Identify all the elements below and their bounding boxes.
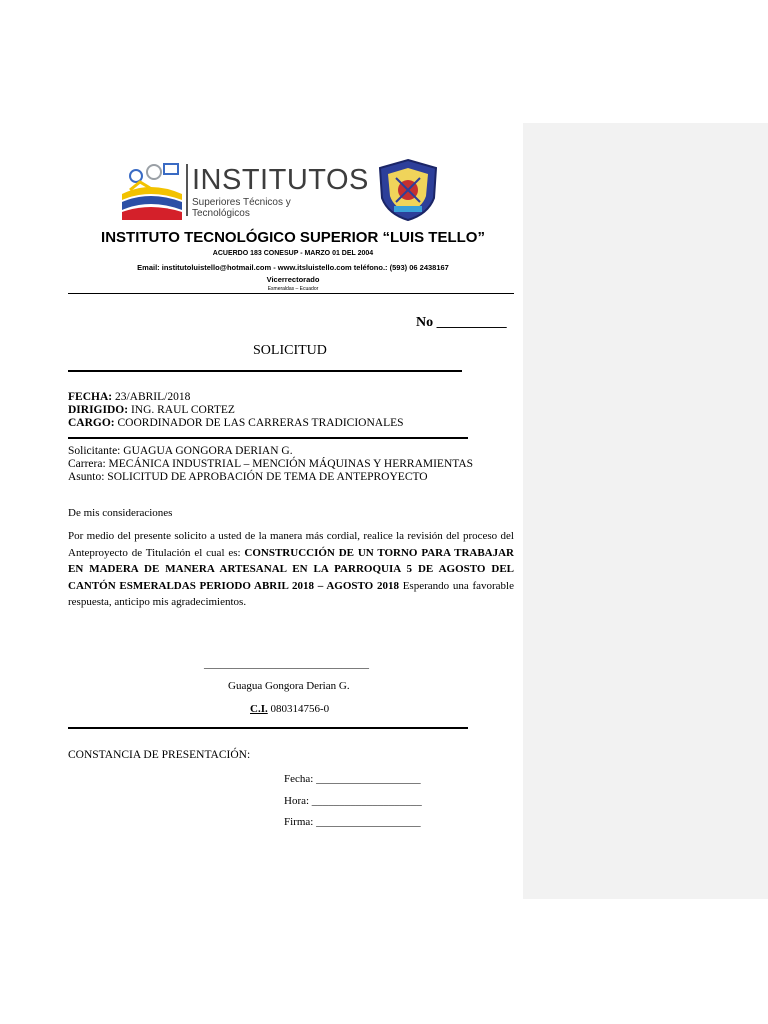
title-divider bbox=[68, 370, 462, 372]
institutos-logo bbox=[120, 160, 369, 220]
ci-value: 080314756-0 bbox=[267, 703, 330, 715]
signature-line: ______________________________ bbox=[204, 658, 369, 670]
dirigido-label: DIRIGIDO: bbox=[68, 404, 129, 416]
signer-name: Guagua Gongora Derian G. bbox=[228, 680, 350, 692]
city-line: Esmeraldas – Ecuador bbox=[267, 286, 319, 292]
header-divider bbox=[68, 293, 514, 294]
document-number: No __________ bbox=[416, 315, 507, 330]
contact-line: Email: institutoluistello@hotmail.com - www.itsluistello.com teléfono.: (593) 06 2438167 bbox=[137, 263, 449, 272]
office-line: Vicerrectorado bbox=[266, 275, 320, 284]
asunto-row bbox=[68, 471, 428, 484]
signature-divider bbox=[68, 727, 468, 729]
logo-wordmark: INSTITUTOS bbox=[192, 164, 369, 196]
fecha-row bbox=[68, 391, 190, 404]
document-title: SOLICITUD bbox=[253, 343, 327, 358]
ci-label: C.I. bbox=[250, 703, 268, 715]
greeting: De mis consideraciones bbox=[68, 507, 173, 519]
dirigido-row bbox=[68, 404, 235, 417]
constancia-title: CONSTANCIA DE PRESENTACIÓN: bbox=[68, 749, 251, 761]
fecha-label: FECHA: bbox=[68, 391, 113, 403]
solicitante-value: GUAGUA GONGORA DERIAN G. bbox=[120, 445, 293, 457]
fecha-value: 23/ABRIL/2018 bbox=[112, 391, 191, 403]
constancia-hora: Hora: ____________________ bbox=[284, 795, 422, 807]
fields-divider bbox=[68, 437, 468, 439]
asunto-label: Asunto: bbox=[68, 471, 105, 483]
paragraph-closing: Esperando una favorable respuesta, anticipo mis agradecimientos. bbox=[68, 579, 514, 608]
asunto-value: SOLICITUD DE APROBACIÓN DE TEMA DE ANTEPROYECTO bbox=[104, 471, 428, 483]
cargo-label: CARGO: bbox=[68, 417, 115, 429]
logo-tagline: Superiores Técnicos y Tecnológicos bbox=[192, 197, 291, 219]
shield-icon bbox=[376, 158, 440, 222]
ci-row bbox=[250, 703, 329, 715]
cargo-row bbox=[68, 417, 404, 430]
institutos-emblem-icon bbox=[120, 160, 186, 220]
carrera-label: Carrera: bbox=[68, 458, 106, 470]
solicitante-label: Solicitante: bbox=[68, 445, 121, 457]
request-paragraph bbox=[68, 528, 514, 611]
constancia-fecha: Fecha: ___________________ bbox=[284, 773, 421, 785]
institute-name: INSTITUTO TECNOLÓGICO SUPERIOR “LUIS TELLO” bbox=[101, 229, 485, 246]
project-title: CONSTRUCCIÓN DE UN TORNO PARA TRABAJAR EN MADERA DE MANERA ARTESANAL EN LA PARROQUIA 5 DE AGOSTO DEL CANTÓN ESMERALDAS PERIODO ABRIL 2018 – AGOSTO 2018 bbox=[68, 546, 514, 592]
constancia-firma: Firma: ___________________ bbox=[284, 816, 421, 828]
carrera-value: MECÁNICA INDUSTRIAL – MENCIÓN MÁQUINAS Y HERRAMIENTAS bbox=[105, 458, 474, 470]
agreement-line: ACUERDO 183 CONESUP - MARZO 01 DEL 2004 bbox=[212, 250, 374, 257]
institute-shield bbox=[376, 158, 440, 222]
paragraph-intro: Por medio del presente solicito a usted de la manera más cordial, realice la revisión del proceso del Anteproyecto de Titulación el cual es: bbox=[68, 530, 514, 559]
solicitante-row bbox=[68, 445, 293, 458]
cargo-value: COORDINADOR DE LAS CARRERAS TRADICIONALES bbox=[114, 417, 404, 429]
carrera-row bbox=[68, 458, 473, 471]
dirigido-value: ING. RAUL CORTEZ bbox=[128, 404, 235, 416]
